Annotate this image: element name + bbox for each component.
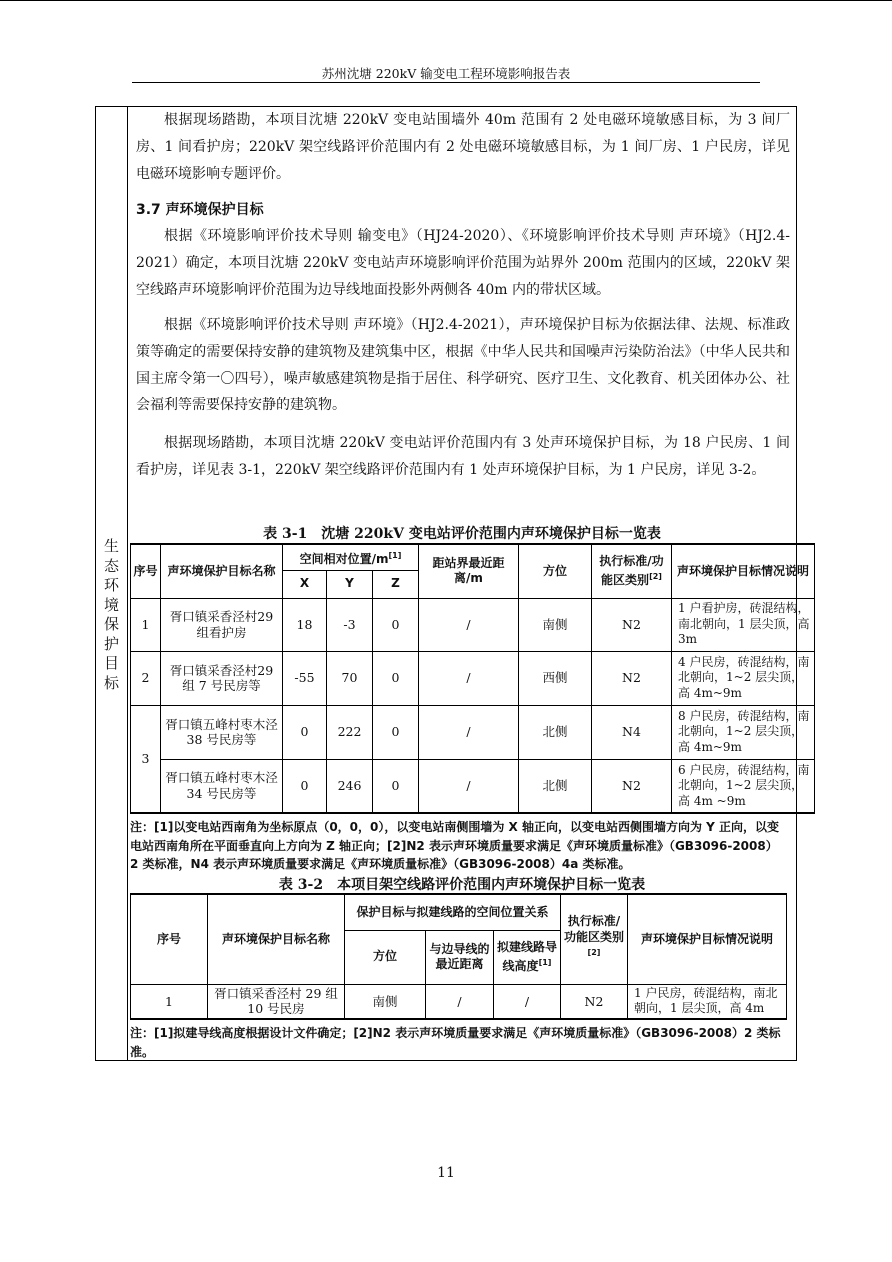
t2-header-relation: 保护目标与拟建线路的空间位置关系 (345, 894, 561, 930)
t1-cell-z: 0 (373, 705, 419, 759)
t1-cell-y: -3 (327, 598, 373, 651)
t2-cell-standard: N2 (561, 984, 628, 1019)
t1-cell-distance: / (419, 705, 519, 759)
t1-footnote-ref-1: [1] (388, 550, 402, 560)
t2-cell-desc: 1 户民房，砖混结构，南北朝向，1 层尖顶，高 4m (628, 984, 787, 1019)
t1-header-z: Z (373, 570, 419, 598)
table2-note: 注：[1]拟建导线高度根据设计文件确定；[2]N2 表示声环境质量要求满足《声环境质量标准》（GB3096-2008）2 类标准。 (130, 1026, 781, 1059)
t2-header-name: 声环境保护目标名称 (208, 894, 345, 984)
paragraph-protection-definition: 根据《环境影响评价技术导则 声环境》（HJ2.4-2021），声环境保护目标为依据法律、法规、标准政策等确定的需要保持安静的建筑物及建筑集中区，根据《中华人民共和国噪声污染防治法》（中华人民共和国主席令第一〇四号），噪声敏感建筑物是指于居住、科学研究、医疗卫生、文化教育、机关团体办公、社会福利等需要保持安静的建筑物。 (136, 317, 790, 414)
t2-header-standard-text: 执行标准/功能区类别 (563, 914, 624, 944)
table-row (131, 651, 815, 705)
t1-header-seq: 序号 (131, 544, 161, 598)
t1-cell-standard: N2 (592, 651, 672, 705)
paragraph-evaluation-scope: 根据《环境影响评价技术导则 输变电》（HJ24-2020）、《环境影响评价技术导则 声环境》（HJ2.4-2021）确定，本项目沈塘 220kV 变电站声环境影响评价范围为站界外 200m 范围内的区域，220kV 架空线路声环境影响评价范围为边导线地面投影外两侧各 40m 内的带状区域。 (136, 228, 790, 298)
table1-note: 注：[1]以变电站西南角为坐标原点（0，0，0），以变电站南侧围墙为 X 轴正向，以变电站西侧围墙方向为 Y 正向，以变电站西南角所在平面垂直向上方向为 Z 轴正向；[2]N2 表示声环境质量要求满足《声环境质量标准》（GB3096-2008）2 类标准，N4 表示声环境质量要求满足《声环境质量标准》（GB3096-2008）4a 类标准。 (130, 820, 780, 871)
t2-header-distance: 与边导线的最近距离 (426, 930, 494, 984)
t2-header-direction: 方位 (345, 930, 426, 984)
side-label-char: 境 (103, 595, 119, 614)
table-row (131, 705, 815, 759)
t1-cell-name: 胥口镇五峰村枣木泾 38 号民房等 (161, 705, 283, 759)
t1-cell-z: 0 (373, 759, 419, 813)
side-label-char: 目 (103, 654, 119, 672)
t1-cell-distance: / (419, 759, 519, 813)
t1-cell-seq: 3 (131, 705, 161, 813)
t2-footnote-ref-2: [2] (587, 948, 601, 957)
t1-cell-x: -55 (283, 651, 327, 705)
t1-cell-desc: 1 户看护房，砖混结构，南北朝向，1 层尖顶，高 3m (672, 598, 815, 651)
t1-cell-x: 0 (283, 705, 327, 759)
side-label-char: 保 (103, 615, 119, 633)
t1-cell-y: 222 (327, 705, 373, 759)
side-label-char: 态 (103, 556, 119, 575)
t2-cell-direction: 南侧 (345, 984, 426, 1019)
t2-header-height-text: 拟建线路导线高度 (496, 939, 557, 973)
side-label-char: 标 (103, 673, 119, 692)
t1-cell-standard: N4 (592, 705, 672, 759)
t1-cell-y: 70 (327, 651, 373, 705)
t1-cell-direction: 南侧 (519, 598, 592, 651)
page-header-title: 苏州沈塘 220kV 输变电工程环境影响报告表 (321, 66, 571, 81)
t1-header-direction: 方位 (519, 544, 592, 598)
t1-cell-standard: N2 (592, 759, 672, 813)
t2-cell-seq: 1 (131, 984, 208, 1019)
t2-cell-distance: / (426, 984, 494, 1019)
line-noise-targets-table (130, 893, 787, 1020)
side-column (96, 107, 128, 1060)
table-row (131, 984, 787, 1019)
page-number: 11 (437, 1165, 455, 1181)
t1-header-position (283, 544, 419, 570)
t2-header-desc: 声环境保护目标情况说明 (628, 894, 787, 984)
t2-header-height (494, 930, 561, 984)
t2-footnote-ref-1: [1] (538, 958, 552, 967)
t1-cell-x: 0 (283, 759, 327, 813)
t2-header-standard (561, 894, 628, 984)
top-rule (0, 0, 892, 1)
t1-cell-distance: / (419, 651, 519, 705)
t1-header-desc: 声环境保护目标情况说明 (672, 544, 815, 598)
t1-cell-name: 胥口镇五峰村枣木泾 34 号民房等 (161, 759, 283, 813)
report-frame (95, 106, 810, 1061)
t1-footnote-ref-2: [2] (649, 572, 662, 582)
substation-noise-targets-table (130, 543, 815, 814)
t1-cell-desc: 4 户民房，砖混结构，南北朝向，1~2 层尖顶，高 4m~9m (672, 651, 815, 705)
t1-cell-direction: 西侧 (519, 651, 592, 705)
side-label-text (96, 537, 127, 693)
content-area (128, 107, 810, 1060)
t1-cell-y: 246 (327, 759, 373, 813)
t1-cell-direction: 北侧 (519, 759, 592, 813)
side-label-char: 生 (103, 537, 119, 555)
paragraph-electromagnetic-targets: 根据现场踏勘，本项目沈塘 220kV 变电站围墙外 40m 范围有 2 处电磁环境敏感目标，为 3 间厂房、1 间看护房；220kV 架空线路评价范围内有 2 处电磁环境敏感目标，为 1 间厂房、1 户民房，详见电磁环境影响专题评价。 (136, 112, 790, 182)
t2-cell-name: 胥口镇采香泾村 29 组10 号民房 (208, 984, 345, 1019)
t1-header-y: Y (327, 570, 373, 598)
t1-cell-seq: 2 (131, 651, 161, 705)
t1-header-x: X (283, 570, 327, 598)
t1-cell-z: 0 (373, 598, 419, 651)
t1-cell-x: 18 (283, 598, 327, 651)
t1-cell-seq: 1 (131, 598, 161, 651)
t1-cell-name: 胥口镇采香泾村29 组 7 号民房等 (161, 651, 283, 705)
t1-header-distance: 距站界最近距离/m (419, 544, 519, 598)
t1-cell-desc: 6 户民房，砖混结构，南北朝向，1~2 层尖顶，高 4m ~9m (672, 759, 815, 813)
t1-cell-z: 0 (373, 651, 419, 705)
t1-header-name: 声环境保护目标名称 (161, 544, 283, 598)
side-label-char: 护 (103, 634, 119, 653)
t1-header-standard (592, 544, 672, 598)
t1-cell-desc: 8 户民房，砖混结构，南北朝向，1~2 层尖顶，高 4m~9m (672, 705, 815, 759)
side-label-char: 环 (103, 576, 119, 594)
t1-cell-direction: 北侧 (519, 705, 592, 759)
table1-caption: 表 3-1 沈塘 220kV 变电站评价范围内声环境保护目标一览表 (263, 526, 661, 542)
table-row (131, 759, 815, 813)
t1-cell-distance: / (419, 598, 519, 651)
t1-header-standard-text: 执行标准/功能区类别 (599, 553, 664, 588)
table-row (131, 598, 815, 651)
table2-caption: 表 3-2 本项目架空线路评价范围内声环境保护目标一览表 (278, 877, 646, 893)
t1-header-position-text: 空间相对位置/m (299, 551, 389, 566)
t2-cell-height: / (494, 984, 561, 1019)
t1-cell-standard: N2 (592, 598, 672, 651)
paragraph-survey-result: 根据现场踏勘，本项目沈塘 220kV 变电站评价范围内有 3 处声环境保护目标，为 18 户民房、1 间看护房，详见表 3-1，220kV 架空线路评价范围内有 1 处声环境保护目标，为 1 户民房，详见 3-2。 (136, 435, 790, 478)
header-rule (132, 82, 760, 83)
section-heading: 3.7 声环境保护目标 (136, 202, 264, 218)
t1-cell-name: 胥口镇采香泾村29 组看护房 (161, 598, 283, 651)
t2-header-seq: 序号 (131, 894, 208, 984)
